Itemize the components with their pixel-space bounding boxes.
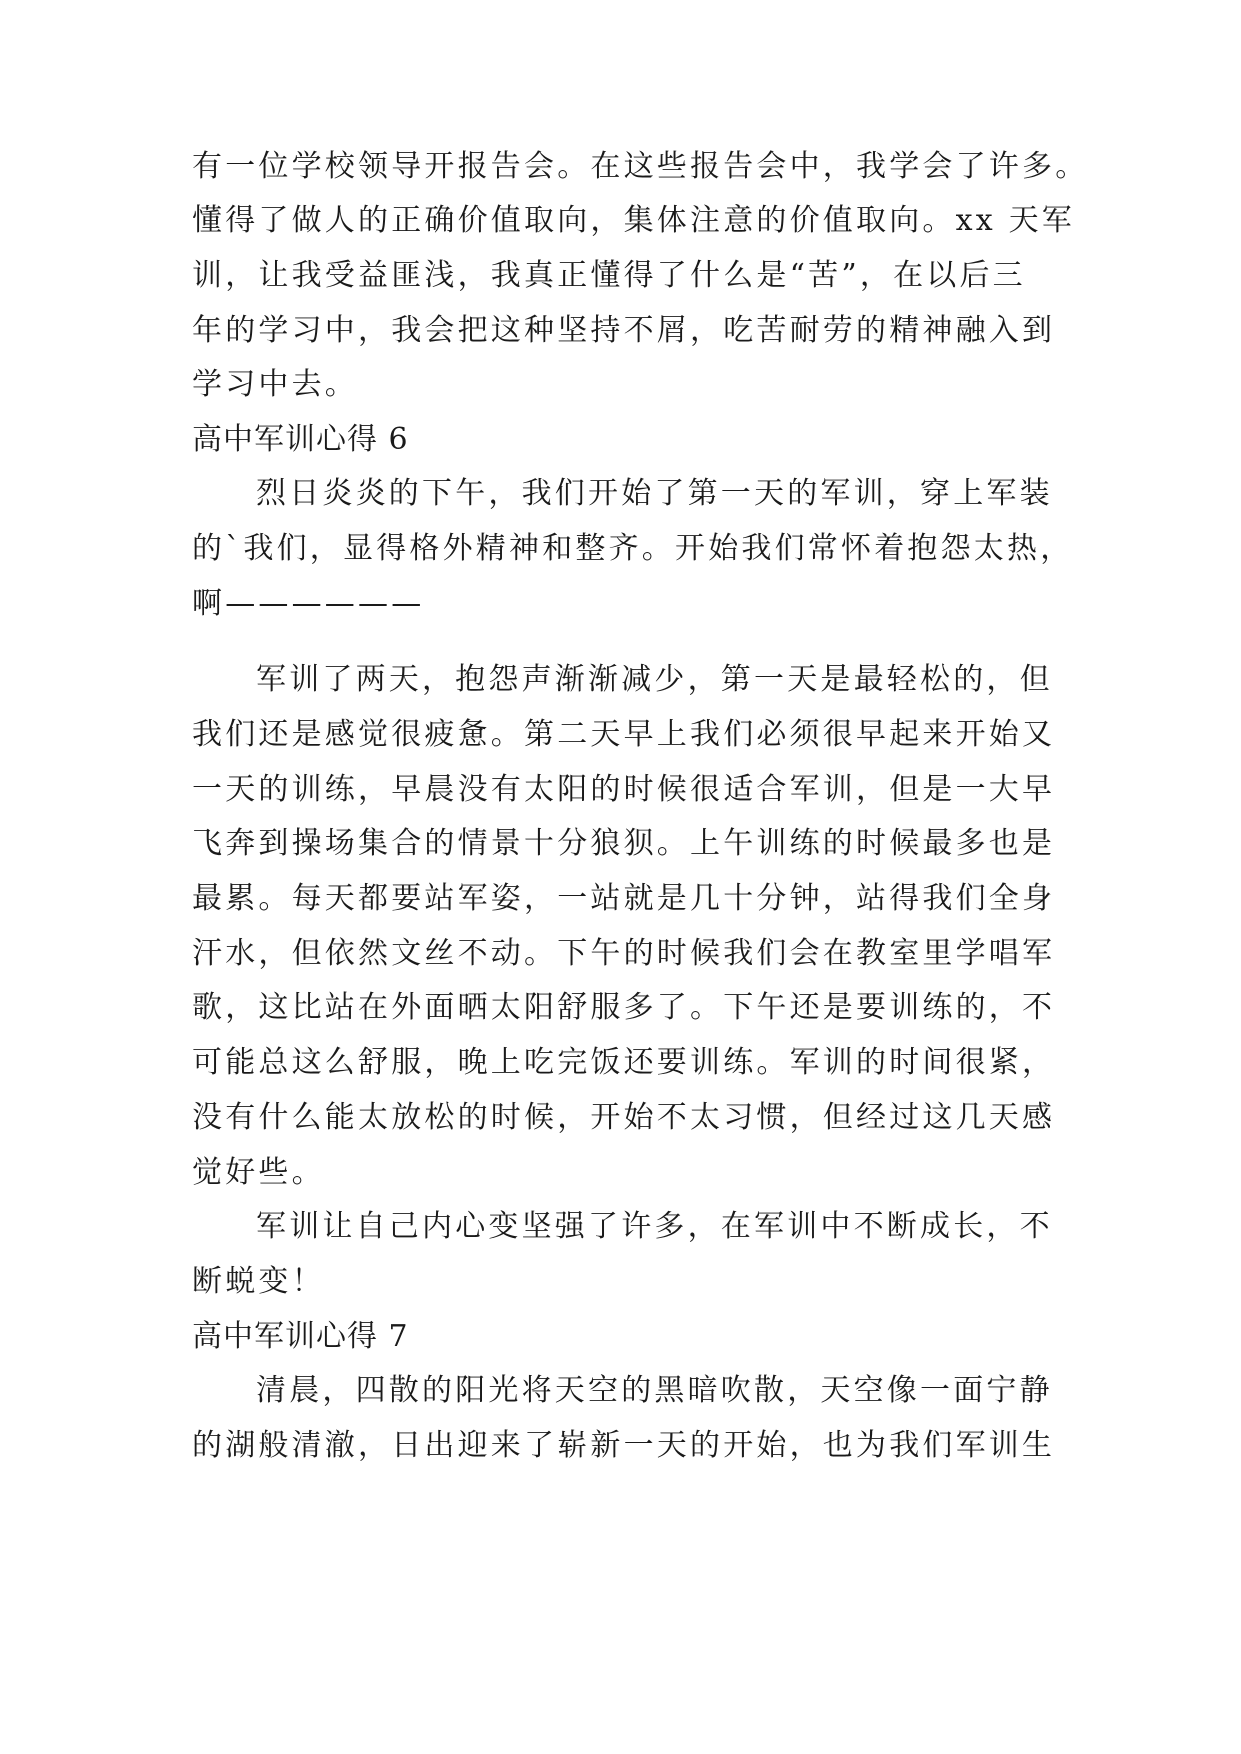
text-line: 训，让我受益匪浅，我真正懂得了什么是“苦”，在以后三: [192, 258, 1026, 293]
text-line: 断蜕变！: [192, 1264, 325, 1299]
text-line: 的`我们，显得格外精神和整齐。开始我们常怀着抱怨太热，: [192, 531, 1074, 566]
section-heading: 高中军训心得 6: [192, 422, 409, 457]
text-line: 清晨，四散的阳光将天空的黑暗吹散，天空像一面宁静: [256, 1373, 1053, 1408]
text-line: 汗水，但依然文丝不动。下午的时候我们会在教室里学唱军: [192, 936, 1056, 971]
text-line: 军训了两天，抱怨声渐渐减少，第一天是最轻松的，但: [256, 662, 1053, 697]
text-line: 飞奔到操场集合的情景十分狼狈。上午训练的时候最多也是: [192, 826, 1056, 861]
text-line: 年的学习中，我会把这种坚持不屑，吃苦耐劳的精神融入到: [192, 313, 1056, 348]
text-line: 懂得了做人的正确价值取向，集体注意的价值取向。xx 天军: [192, 203, 1075, 238]
text-line: 我们还是感觉很疲惫。第二天早上我们必须很早起来开始又: [192, 717, 1056, 752]
text-line: 军训让自己内心变坚强了许多，在军训中不断成长，不: [256, 1209, 1053, 1244]
text-line: 没有什么能太放松的时候，开始不太习惯，但经过这几天感: [192, 1100, 1056, 1135]
text-line: 有一位学校领导开报告会。在这些报告会中，我学会了许多。: [192, 149, 1089, 184]
text-line: 烈日炎炎的下午，我们开始了第一天的军训，穿上军装: [256, 476, 1053, 511]
text-line: 一天的训练，早晨没有太阳的时候很适合军训，但是一大早: [192, 772, 1056, 807]
text-line: 啊——————: [192, 586, 425, 621]
text-line: 觉好些。: [192, 1155, 325, 1190]
text-line: 的湖般清澈，日出迎来了崭新一天的开始，也为我们军训生: [192, 1428, 1056, 1463]
text-line: 最累。每天都要站军姿，一站就是几十分钟，站得我们全身: [192, 881, 1056, 916]
section-heading: 高中军训心得 7: [192, 1319, 409, 1354]
text-line: 歌，这比站在外面晒太阳舒服多了。下午还是要训练的，不: [192, 990, 1056, 1025]
text-line: 学习中去。: [192, 367, 358, 402]
text-line: 可能总这么舒服，晚上吃完饭还要训练。军训的时间很紧，: [192, 1045, 1056, 1080]
